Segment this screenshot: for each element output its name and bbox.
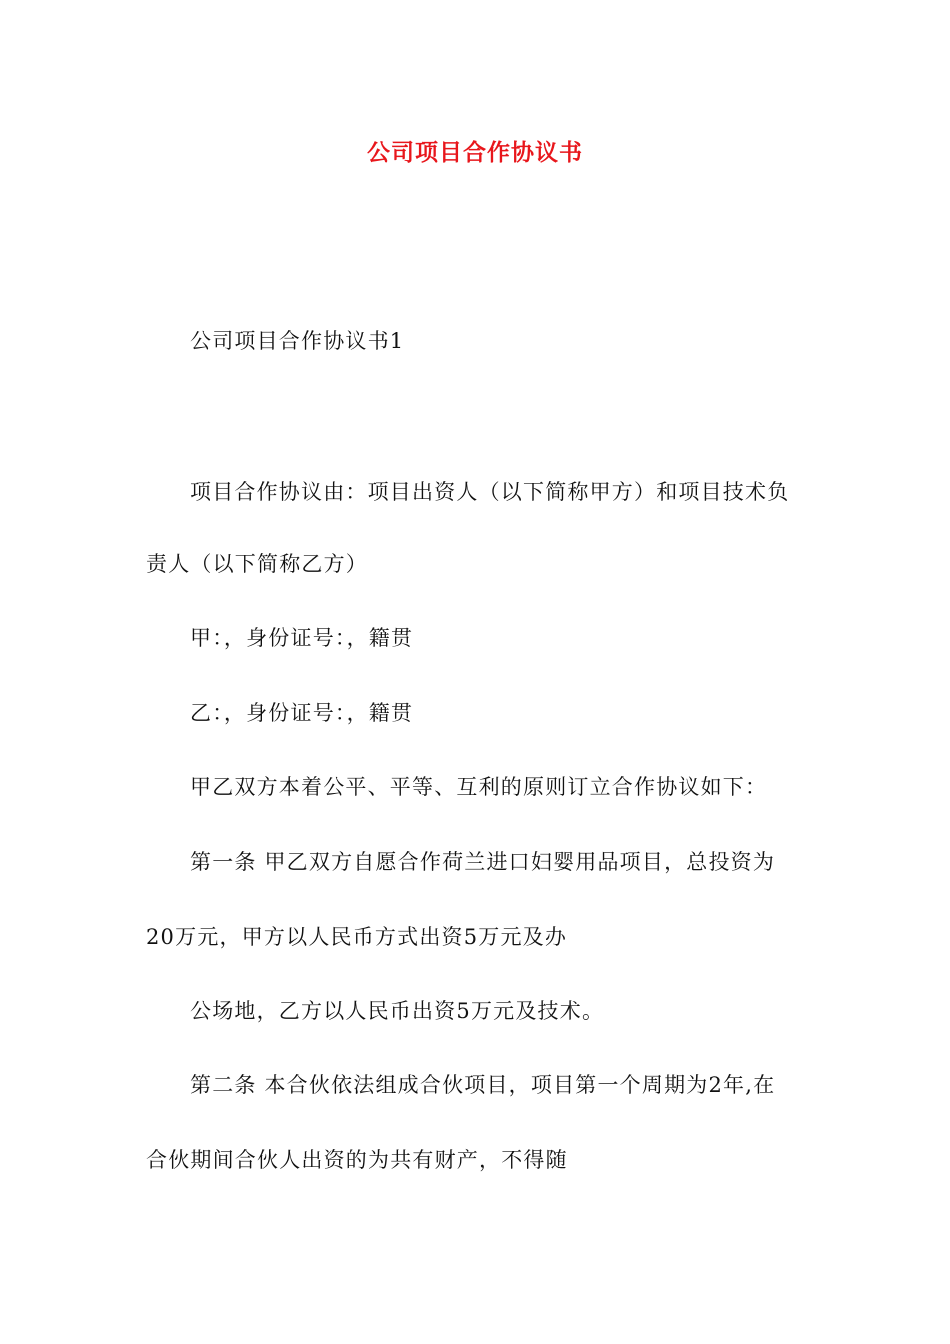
paragraph-line: 20万元，甲方以人民币方式出资5万元及办 — [146, 925, 568, 949]
paragraph-line: 责人（以下简称乙方） — [146, 552, 368, 576]
paragraph-line: 合伙期间合伙人出资的为共有财产，不得随 — [146, 1148, 568, 1172]
paragraph-line: 项目合作协议由：项目出资人（以下简称甲方）和项目技术负 — [190, 480, 790, 504]
paragraph-line: 甲：，身份证号：，籍贯 — [190, 626, 414, 650]
paragraph-line: 甲乙双方本着公平、平等、互利的原则订立合作协议如下： — [190, 775, 768, 799]
paragraph-line: 乙：，身份证号：，籍贯 — [190, 701, 414, 725]
document-title: 公司项目合作协议书 — [367, 140, 583, 166]
section-heading: 公司项目合作协议书1 — [190, 329, 405, 353]
paragraph-line: 第一条 甲乙双方自愿合作荷兰进口妇婴用品项目，总投资为 — [190, 850, 776, 874]
paragraph-line: 公场地，乙方以人民币出资5万元及技术。 — [190, 999, 605, 1023]
paragraph-line: 第二条 本合伙依法组成合伙项目，项目第一个周期为2年,在 — [190, 1073, 776, 1097]
